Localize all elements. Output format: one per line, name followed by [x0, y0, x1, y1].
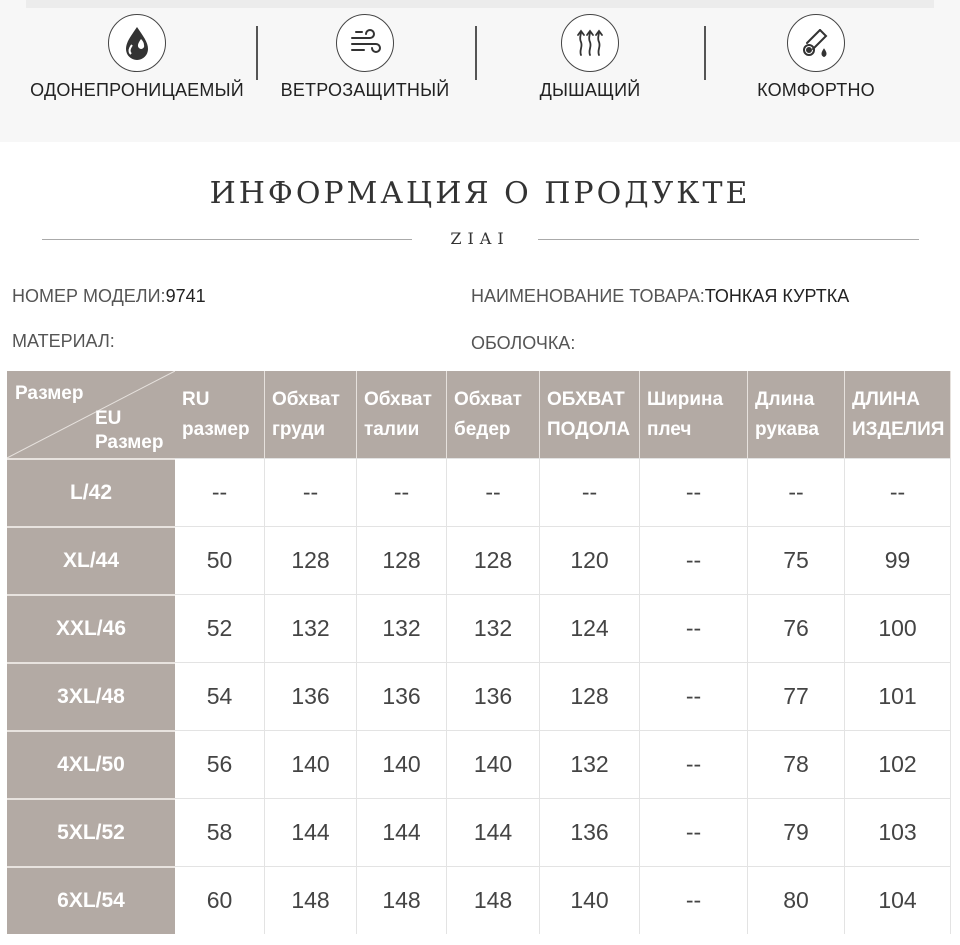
table-cell: 136: [265, 662, 357, 730]
section-title: ИНФОРМАЦИЯ О ПРОДУКТЕ: [209, 176, 751, 211]
table-cell: 50: [175, 526, 265, 594]
column-header-text: [647, 385, 723, 445]
product-name: [471, 286, 849, 307]
table-corner-header: [7, 371, 175, 458]
table-cell: --: [640, 458, 748, 526]
table-cell: --: [640, 866, 748, 934]
column-header-text: [364, 385, 432, 445]
table-cell: 58: [175, 798, 265, 866]
table-cell: 128: [447, 526, 540, 594]
table-cell: 60: [175, 866, 265, 934]
feature-comfort: [696, 14, 936, 124]
model-number-label: НОМЕР МОДЕЛИ:: [12, 286, 166, 306]
feature-label: ВЕТРОЗАЩИТНЫЙ: [280, 80, 450, 100]
feature-breathable: [470, 14, 710, 124]
column-header: [845, 371, 951, 458]
feature-waterproof: [17, 14, 257, 124]
table-cell: --: [175, 458, 265, 526]
feature-label: ОДОНЕПРОНИЦАЕМЫЙ: [30, 80, 244, 100]
table-cell: 76: [748, 594, 845, 662]
corner-eu-size-line: Размер: [95, 432, 164, 453]
column-header-line: Обхват: [364, 388, 432, 410]
column-header: [540, 371, 640, 458]
column-header-text: [547, 385, 630, 445]
column-header: [265, 371, 357, 458]
table-cell: 79: [748, 798, 845, 866]
shell-label: ОБОЛОЧКА:: [471, 333, 576, 353]
table-cell: --: [640, 526, 748, 594]
table-cell: 140: [447, 730, 540, 798]
column-header-line: ДЛИНА: [852, 388, 920, 410]
table-cell: --: [640, 594, 748, 662]
table-cell: --: [845, 458, 951, 526]
table-cell: 104: [845, 866, 951, 934]
table-cell: 132: [265, 594, 357, 662]
column-header: [357, 371, 447, 458]
size-label: XXL/46: [7, 594, 175, 662]
table-cell: 144: [265, 798, 357, 866]
table-cell: 102: [845, 730, 951, 798]
column-header-line: размер: [182, 418, 250, 440]
brand-name: ZIAI: [450, 229, 510, 248]
column-header-line: Обхват: [272, 388, 340, 410]
size-label: 4XL/50: [7, 730, 175, 798]
column-header: [640, 371, 748, 458]
column-header-line: рукава: [755, 418, 819, 440]
feature-windproof: [245, 14, 485, 124]
table-cell: 140: [265, 730, 357, 798]
model-number-value: 9741: [165, 286, 206, 306]
column-header-line: Ширина: [647, 388, 724, 410]
breathable-arrows-icon: [561, 14, 619, 72]
table-cell: 132: [447, 594, 540, 662]
column-header-line: Обхват: [454, 388, 522, 410]
column-header-text: [755, 385, 819, 445]
column-header-line: RU: [182, 388, 210, 410]
shell: [471, 333, 575, 354]
corner-eu-line: EU: [95, 408, 122, 429]
table-cell: 120: [540, 526, 640, 594]
column-header: [748, 371, 845, 458]
size-label: 5XL/52: [7, 798, 175, 866]
column-header-line: Длина: [755, 388, 815, 410]
table-cell: 80: [748, 866, 845, 934]
size-label: XL/44: [7, 526, 175, 594]
table-cell: 128: [265, 526, 357, 594]
title-rule-left: [42, 239, 412, 240]
column-header-line: бедер: [454, 418, 511, 440]
table-cell: 52: [175, 594, 265, 662]
table-cell: 132: [540, 730, 640, 798]
size-label: 3XL/48: [7, 662, 175, 730]
corner-eu-label: [95, 407, 163, 455]
table-cell: 54: [175, 662, 265, 730]
size-label: 6XL/54: [7, 866, 175, 934]
table-cell: 136: [357, 662, 447, 730]
table-cell: 77: [748, 662, 845, 730]
model-number: [12, 286, 206, 307]
column-header-text: [852, 385, 944, 445]
table-cell: 148: [447, 866, 540, 934]
feature-label: КОМФОРТНО: [757, 80, 875, 100]
table-cell: 132: [357, 594, 447, 662]
table-cell: 136: [540, 798, 640, 866]
table-cell: 78: [748, 730, 845, 798]
table-cell: 103: [845, 798, 951, 866]
table-cell: --: [640, 798, 748, 866]
feature-band: [0, 0, 960, 142]
table-cell: 100: [845, 594, 951, 662]
material: [12, 331, 115, 352]
table-cell: 56: [175, 730, 265, 798]
column-header-text: [272, 385, 340, 445]
product-name-value: ТОНКАЯ КУРТКА: [704, 286, 850, 306]
table-cell: 144: [447, 798, 540, 866]
thermometer-icon: [787, 14, 845, 72]
table-cell: --: [540, 458, 640, 526]
table-cell: 101: [845, 662, 951, 730]
table-cell: 140: [540, 866, 640, 934]
title-rule-right: [538, 239, 919, 240]
column-header-line: груди: [272, 418, 326, 440]
table-cell: --: [447, 458, 540, 526]
column-header: [447, 371, 540, 458]
table-cell: --: [640, 662, 748, 730]
column-header-text: [454, 385, 522, 445]
column-header-line: ПОДОЛА: [547, 418, 631, 440]
table-cell: --: [748, 458, 845, 526]
column-header-line: ОБХВАТ: [547, 388, 625, 410]
product-name-label: НАИМЕНОВАНИЕ ТОВАРА:: [471, 286, 705, 306]
table-cell: --: [357, 458, 447, 526]
table-cell: 75: [748, 526, 845, 594]
column-header-line: талии: [364, 418, 420, 440]
table-cell: --: [265, 458, 357, 526]
table-cell: 148: [265, 866, 357, 934]
column-header-text: [182, 385, 250, 445]
size-label: L/42: [7, 458, 175, 526]
size-table: [7, 371, 951, 934]
table-cell: 128: [540, 662, 640, 730]
table-cell: --: [640, 730, 748, 798]
column-header: [175, 371, 265, 458]
table-cell: 148: [357, 866, 447, 934]
top-stripe: [26, 0, 934, 8]
table-cell: 128: [357, 526, 447, 594]
table-cell: 144: [357, 798, 447, 866]
table-cell: 124: [540, 594, 640, 662]
corner-size-label: Размер: [15, 383, 84, 404]
table-cell: 140: [357, 730, 447, 798]
material-label: МАТЕРИАЛ:: [12, 331, 115, 351]
water-drop-icon: [108, 14, 166, 72]
table-cell: 136: [447, 662, 540, 730]
column-header-line: плеч: [647, 418, 692, 440]
column-header-line: ИЗДЕЛИЯ: [852, 418, 945, 440]
table-cell: 99: [845, 526, 951, 594]
wind-icon: [336, 14, 394, 72]
feature-label: ДЫШАЩИЙ: [539, 80, 641, 100]
